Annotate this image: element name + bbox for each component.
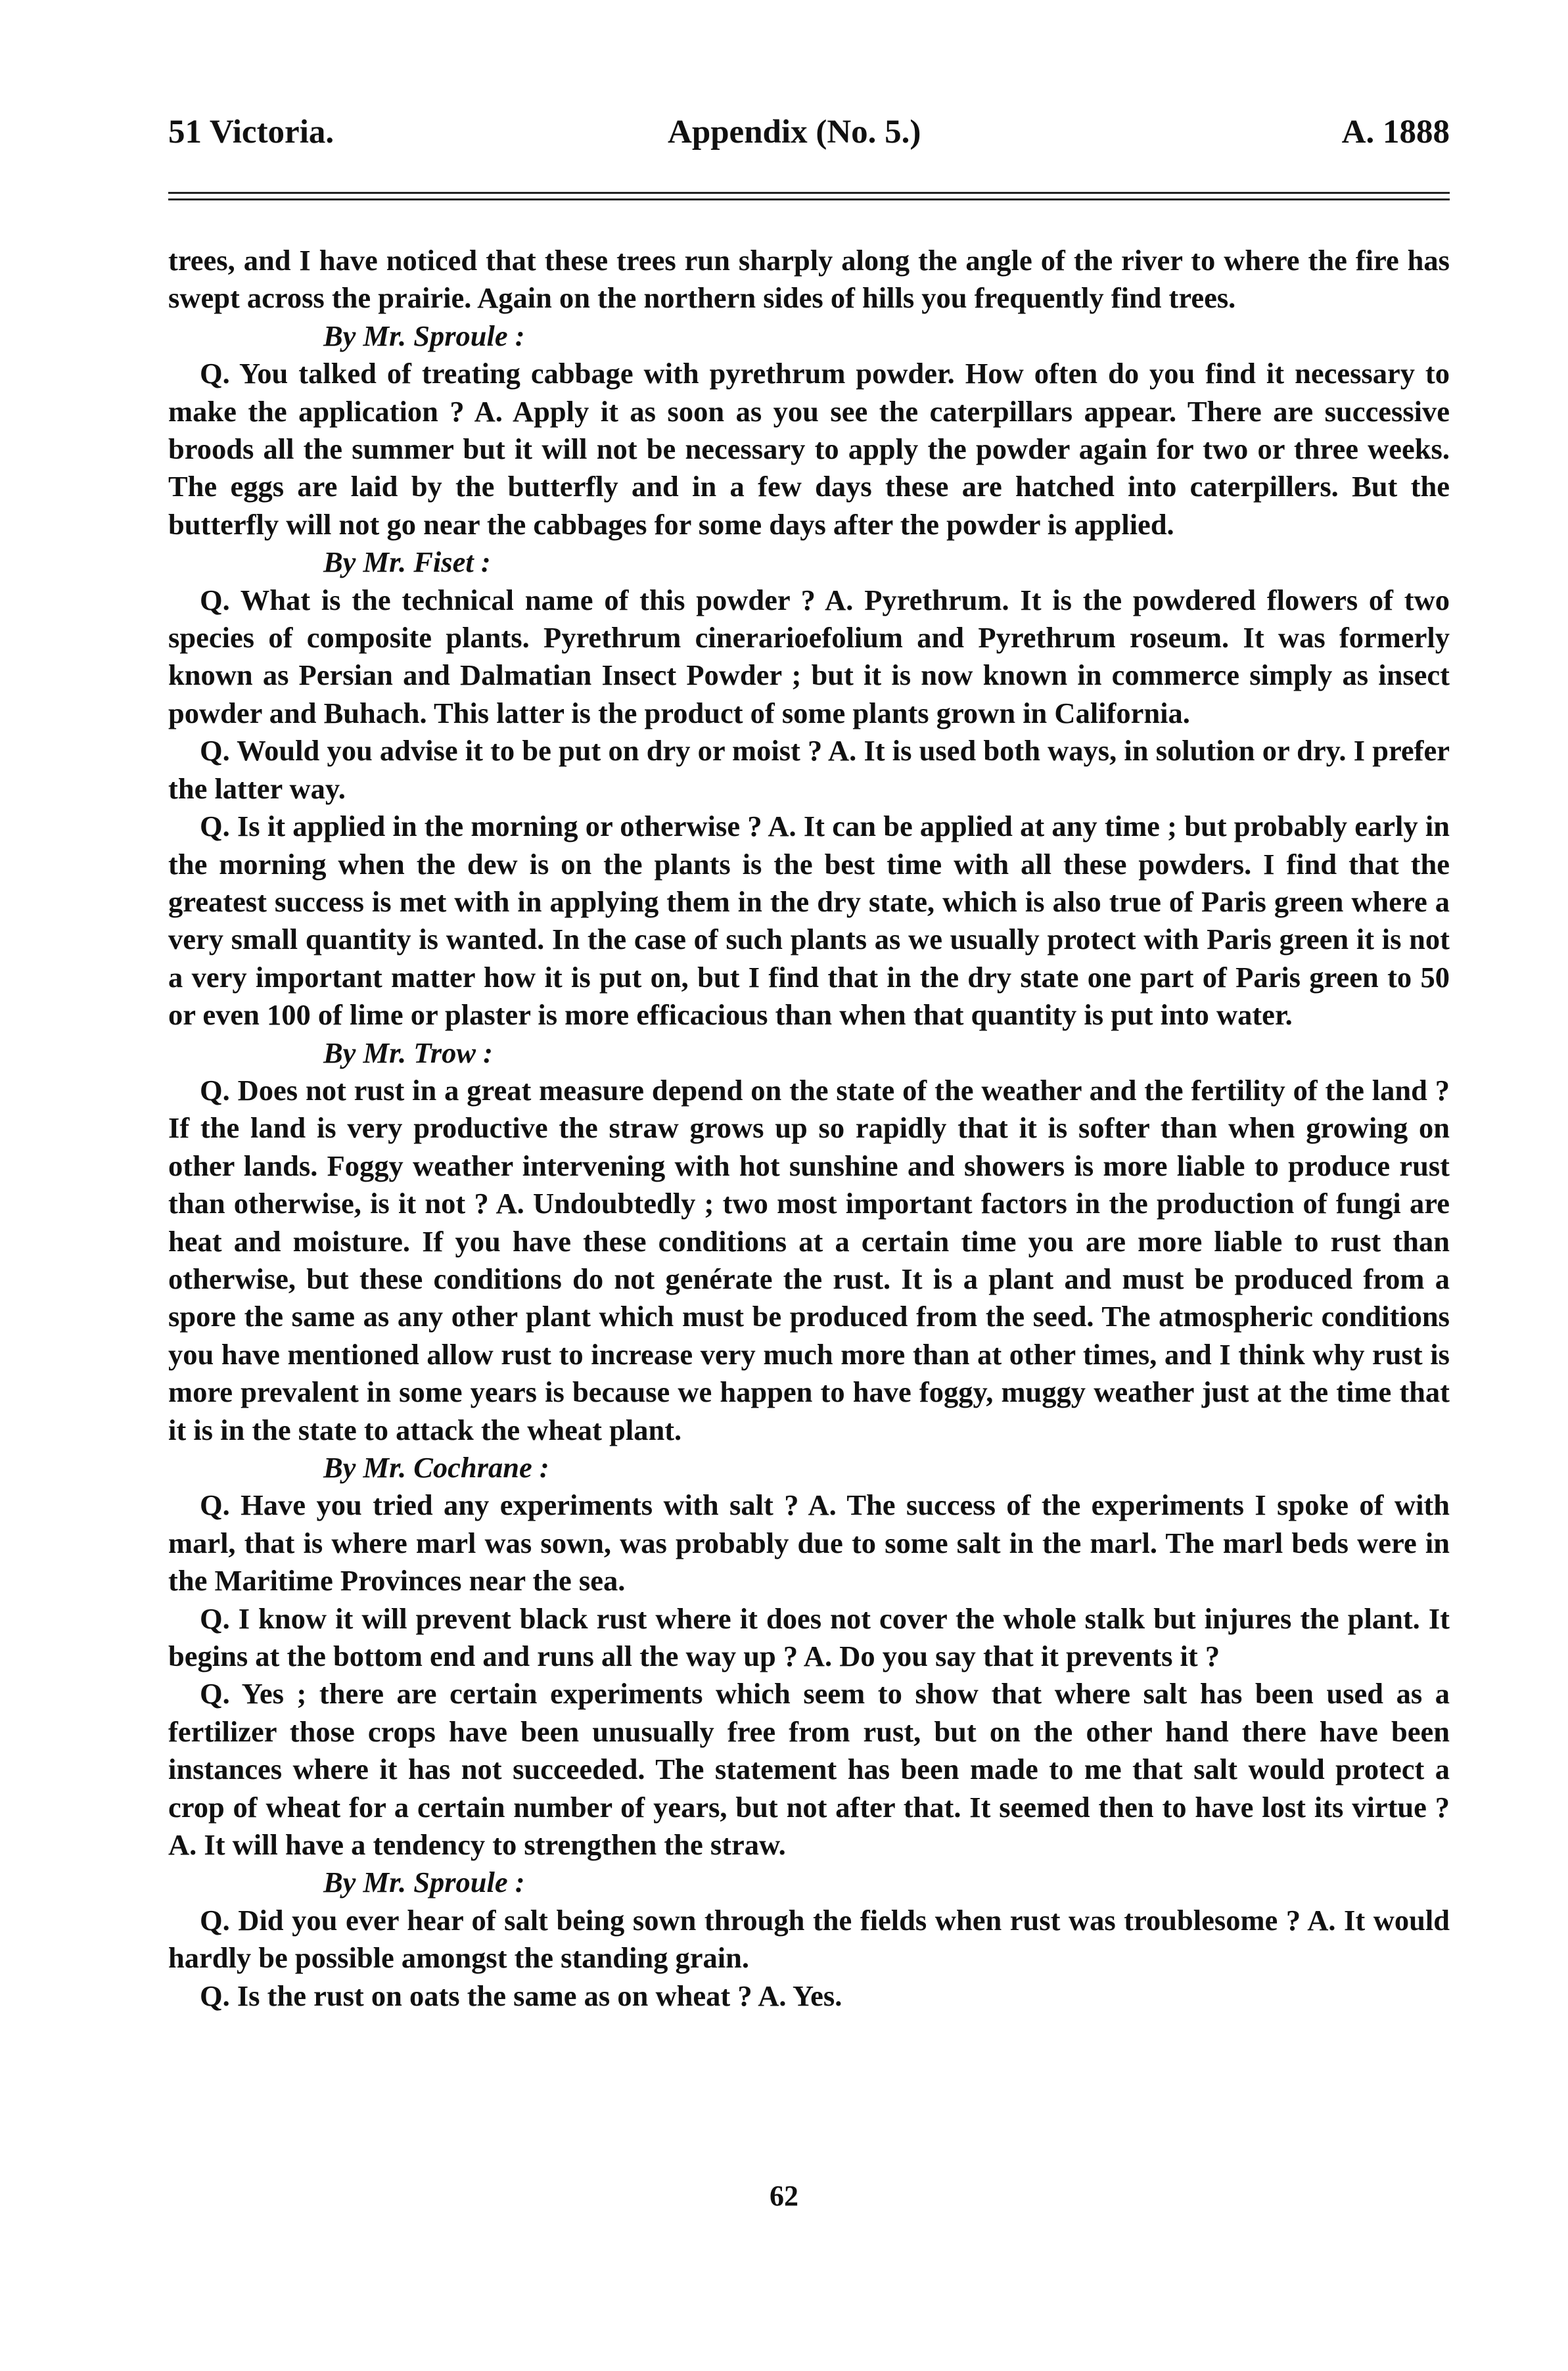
running-header <box>168 113 1450 166</box>
speaker-heading: By Mr. Cochrane : <box>323 1451 549 1484</box>
qa-paragraph: Q. Would you advise it to be put on dry or moist ? A. It is used both ways, in solution or dry. I prefer the latter way. <box>168 734 1450 805</box>
qa-paragraph: Q. You talked of treating cabbage with pyrethrum powder. How often do you find it necessary to make the application ? A. Apply it as soon as you see the caterpillars appear. There are successive broods all the summer but it will not be necessary to apply the powder again for two or three weeks. The eggs are laid by the butterfly and in a few days these are hatched into caterpillers. But the butterfly will not go near the cabbages for some days after the powder is applied. <box>168 357 1450 541</box>
page-number: 62 <box>770 2180 798 2212</box>
speaker-heading: By Mr. Sproule : <box>323 319 525 352</box>
qa-paragraph: Q. I know it will prevent black rust where it does not cover the whole stalk but injures the plant. It begins at the bottom end and runs all the way up ? A. Do you say that it prevents it ? <box>168 1601 1450 1673</box>
speaker-heading: By Mr. Trow : <box>323 1036 493 1069</box>
qa-paragraph: Q. Is the rust on oats the same as on wheat ? A. Yes. <box>200 1979 842 2012</box>
body-text <box>168 242 1450 2015</box>
speaker-heading: By Mr. Sproule : <box>323 1866 525 1899</box>
speaker-heading: By Mr. Fiset : <box>323 545 491 579</box>
qa-paragraph: Q. Is it applied in the morning or otherwise ? A. It can be applied at any time ; but probably early in the morning when the dew is on the plants is the best time with all these powders. I find that the greatest success is met with in applying them in the dry state, which is also true of Paris green where a very small quantity is wanted. In the case of such plants as we usually protect with Paris green it is not a very important matter how it is put on, but I find that in the dry state one part of Paris green to 50 or even 100 of lime or plaster is more efficacious than when that quantity is put into water. <box>168 810 1450 1032</box>
qa-paragraph: Q. Did you ever hear of salt being sown through the fields when rust was troublesome ? A. It would hardly be possible amongst the standing grain. <box>168 1903 1450 1975</box>
header-session: 51 Victoria. <box>168 114 334 150</box>
header-rule-top <box>168 192 1450 194</box>
qa-paragraph: Q. Have you tried any experiments with salt ? A. The success of the experiments I spoke of with marl, that is where marl was sown, was probably due to some salt in the marl. The marl beds were in the Maritime Provinces near the sea. <box>168 1488 1450 1598</box>
header-rule-bottom <box>168 198 1450 200</box>
qa-paragraph: Q. What is the technical name of this powder ? A. Pyrethrum. It is the powdered flowers of two species of composite plants. Pyrethrum cinerarioefolium and Pyrethrum roseum. It was formerly known as Persian and Dalmatian Insect Powder ; but it is now known in commerce simply as insect powder and Buhach. This latter is the product of some plants grown in California. <box>168 583 1450 729</box>
header-year: A. 1888 <box>1341 114 1450 150</box>
paragraph-continuation: trees, and I have noticed that these trees run sharply along the angle of the river to where the fire has swept across the prairie. Again on the northern sides of hills you frequently find trees. <box>168 244 1450 315</box>
qa-paragraph: Q. Does not rust in a great measure depend on the state of the weather and the fertility of the land ? If the land is very productive the straw grows up so rapidly that it is softer than when growing on other lands. Foggy weather intervening with hot sunshine and showers is more liable to produce rust than otherwise, is it not ? A. Undoubtedly ; two most important factors in the production of fungi are heat and moisture. If you have these conditions at a certain time you are more liable to rust than otherwise, but these conditions do not genérate the rust. It is a plant and must be produced from a spore the same as any other plant which must be produced from the seed. The atmospheric conditions you have mentioned allow rust to increase very much more than at other times, and I think why rust is more prevalent in some years is because we happen to have foggy, muggy weather just at the time that it is in the state to attack the wheat plant. <box>168 1073 1450 1446</box>
header-appendix: Appendix (No. 5.) <box>668 114 921 150</box>
qa-paragraph: Q. Yes ; there are certain experiments which seem to show that where salt has been used as a fertilizer those crops have been unusually free from rust, but on the other hand there have been instances where it has not succeeded. The statement has been made to me that salt would protect a crop of wheat for a certain number of years, but not after that. It seemed then to have lost its virtue ? A. It will have a tendency to strengthen the straw. <box>168 1677 1450 1862</box>
